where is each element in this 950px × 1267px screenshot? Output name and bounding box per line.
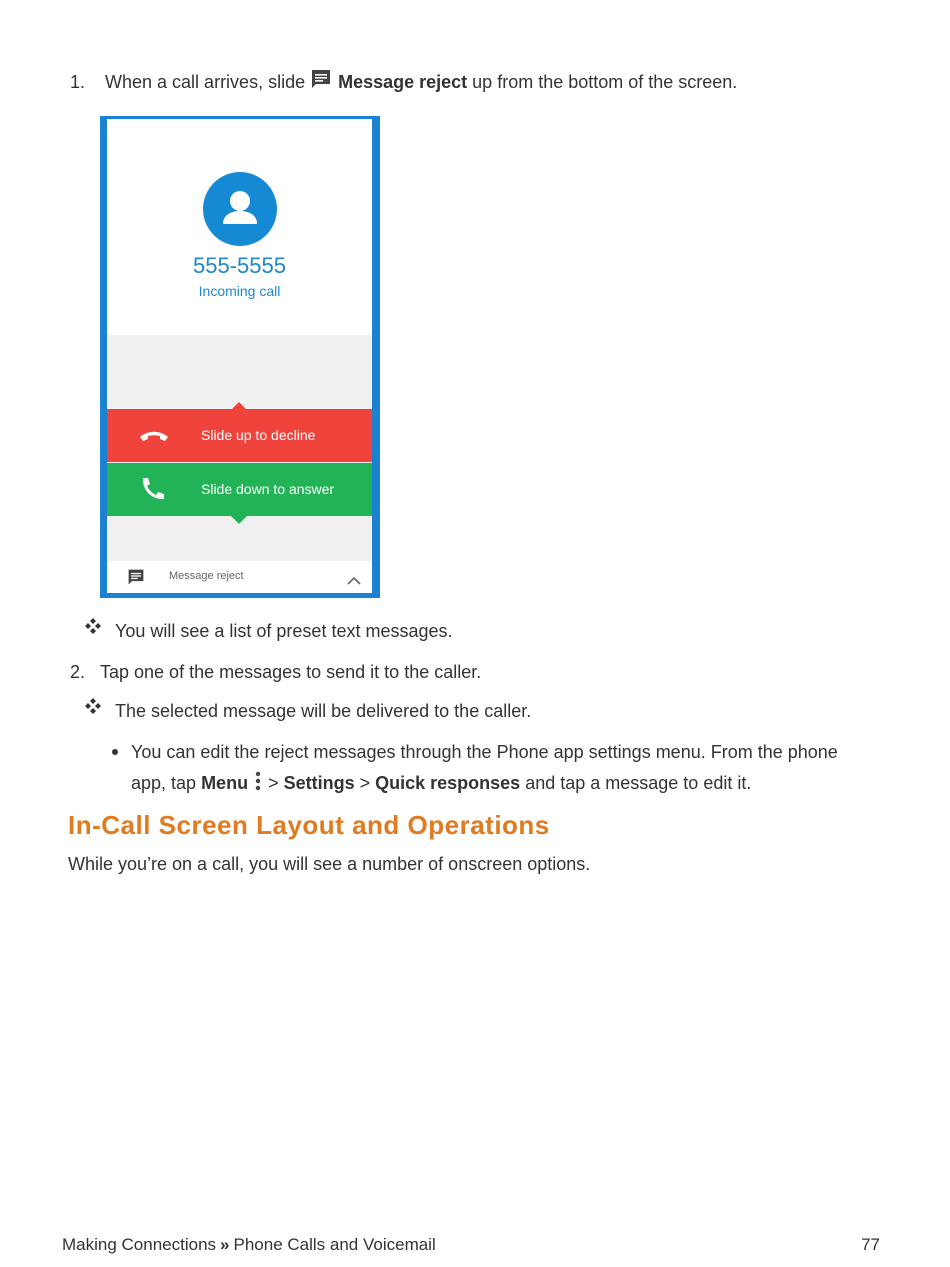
- separator: >: [354, 773, 376, 793]
- message-reject-bar[interactable]: [107, 561, 372, 593]
- settings-label: Settings: [283, 773, 355, 793]
- message-reject-label: Message reject: [338, 72, 468, 92]
- decline-slider[interactable]: [107, 409, 372, 462]
- step-number: 2.: [70, 662, 86, 682]
- menu-dots-icon: [255, 771, 261, 797]
- caller-number: 555-5555: [193, 253, 286, 278]
- intro-text: While you’re on a call, you will see a number of onscreen options.: [68, 854, 591, 874]
- result-text-2: The selected message will be delivered to the caller.: [115, 701, 532, 721]
- step-number: 1.: [70, 72, 86, 92]
- step-text: When a call arrives, slide: [105, 72, 311, 92]
- answer-slider[interactable]: [107, 463, 372, 516]
- menu-label: Menu: [201, 773, 249, 793]
- message-reject-text: Message reject: [169, 570, 244, 582]
- diamond-bullet-icon: [84, 697, 102, 720]
- step-text: Tap one of the messages to send it to the caller.: [100, 662, 482, 682]
- step-1: [70, 68, 737, 96]
- note-line-1: You can edit the reject messages through the Phone app settings menu. From the phone: [131, 742, 838, 762]
- footer-subsection: Phone Calls and Voicemail: [233, 1235, 436, 1254]
- page-number: 77: [861, 1235, 880, 1254]
- note-suffix: and tap a message to edit it.: [520, 773, 752, 793]
- section-heading: In-Call Screen Layout and Operations: [68, 810, 550, 840]
- quick-responses-label: Quick responses: [375, 773, 521, 793]
- footer-section: Making Connections: [62, 1235, 217, 1254]
- chevron-up-icon: [347, 570, 361, 591]
- message-icon: [127, 568, 145, 591]
- caller-status: Incoming call: [198, 283, 281, 299]
- separator: >: [263, 773, 284, 793]
- decline-label: Slide up to decline: [201, 427, 316, 443]
- step-text-after: up from the bottom of the screen.: [467, 72, 738, 92]
- diamond-bullet-icon: [84, 617, 102, 640]
- result-text-1: You will see a list of preset text messages.: [115, 621, 453, 641]
- answer-label: Slide down to answer: [201, 481, 335, 497]
- step-2: [70, 660, 481, 684]
- phone-answer-icon: [137, 474, 167, 509]
- dot-bullet: [112, 749, 118, 755]
- chevron-right-icon: »: [220, 1235, 230, 1254]
- contact-avatar-icon: [203, 172, 277, 246]
- incoming-call-screenshot: [100, 116, 380, 598]
- note-line-2: [131, 771, 751, 797]
- footer-breadcrumb: [62, 1235, 436, 1255]
- note-prefix: app, tap: [131, 773, 202, 793]
- hang-up-icon: [137, 420, 171, 455]
- answer-arrow: [231, 516, 247, 524]
- phone-screen: [107, 119, 372, 593]
- message-icon: [310, 68, 332, 96]
